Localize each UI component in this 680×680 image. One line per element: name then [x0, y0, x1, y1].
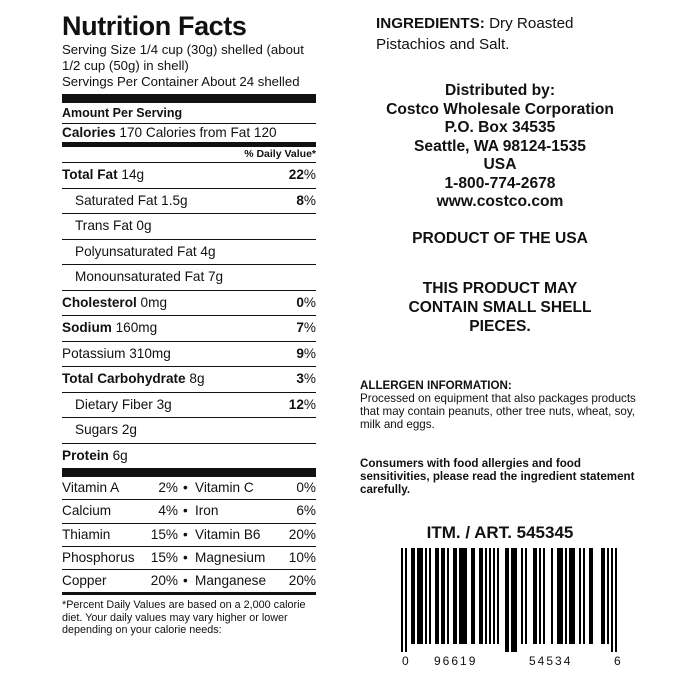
nutrient-label: Polyunsaturated Fat 4g: [75, 243, 216, 259]
nutrient-rows: [62, 162, 316, 468]
servings-per-container: Servings Per Container About 24 shelled: [62, 74, 300, 89]
vitamin-percent: 20%: [288, 526, 316, 542]
barcode-bar: [525, 548, 527, 644]
nutrient-daily-value: [289, 163, 316, 188]
nutrient-row: [62, 239, 316, 265]
nutrient-label: Total Carbohydrate: [62, 371, 186, 386]
vitamin-percent: 20%: [288, 573, 316, 589]
nutrient-daily-value: [296, 291, 316, 316]
nutrient-row: [62, 213, 316, 239]
serving-size: Serving Size 1/4 cup (30g) shelled (about 1/2 cup (50g) in shell): [62, 42, 304, 73]
barcode-bar: [611, 548, 613, 652]
daily-value-number: 9: [296, 345, 304, 361]
vitamin-percent: 0%: [296, 480, 316, 495]
nutrient-row: [62, 188, 316, 214]
nutrient-daily-value: [289, 393, 316, 418]
ingredients-label: INGREDIENTS:: [376, 15, 485, 32]
nutrient-daily-value: [296, 342, 316, 367]
barcode-bar: [435, 548, 439, 644]
nutrition-title: Nutrition Facts: [62, 11, 247, 41]
barcode-bar: [539, 548, 541, 644]
barcode-bar: [511, 548, 517, 652]
barcode-bar: [493, 548, 495, 644]
allergen-heading: ALLERGEN INFORMATION:: [360, 379, 512, 392]
barcode-bar: [429, 548, 431, 644]
nutrient-daily-value: [296, 367, 316, 392]
vitamin-name: Copper: [62, 573, 107, 589]
barcode-bar: [497, 548, 499, 644]
nutrient-label: Total Fat: [62, 167, 118, 182]
barcode-bar: [411, 548, 415, 644]
percent-sign: %: [303, 192, 316, 208]
allergen-information: [360, 379, 650, 431]
percent-sign: %: [303, 345, 316, 361]
vitamin-row: [62, 477, 316, 499]
barcode-bar: [489, 548, 491, 644]
ingredients-text: Dry Roasted Pistachios and Salt.: [376, 15, 574, 53]
product-origin: PRODUCT OF THE USA: [412, 230, 588, 247]
daily-value-number: 12: [288, 396, 304, 412]
warning-line: PIECES.: [469, 318, 531, 335]
daily-value-number: 0: [296, 294, 304, 310]
barcode-digit-first: 0: [402, 654, 409, 668]
distributor-block: [330, 82, 670, 212]
nutrient-label: Dietary Fiber 3g: [75, 396, 172, 412]
barcode-bar: [505, 548, 509, 652]
distributor-line: USA: [483, 156, 517, 173]
vitamin-name: Vitamin B6: [195, 526, 261, 542]
footnote: *Percent Daily Values are based on a 2,000 calorie diet. Your daily values may vary higher or lower depending on your calorie needs:: [62, 599, 306, 637]
distributor-line: Costco Wholesale Corporation: [386, 100, 614, 118]
barcode-digits-left: 96619: [434, 654, 478, 668]
barcode-bar: [533, 548, 537, 644]
vitamin-name: Vitamin C: [195, 480, 254, 495]
bullet: •: [183, 526, 188, 542]
bullet: •: [183, 480, 188, 495]
distributor-line: Seattle, WA 98124-1535: [414, 137, 586, 155]
barcode-bar: [417, 548, 423, 644]
nutrient-daily-value: [296, 189, 316, 214]
barcode-bar: [521, 548, 523, 644]
ingredients: [376, 14, 626, 55]
barcode-bar: [441, 548, 445, 644]
nutrient-row: [62, 341, 316, 367]
daily-value-number: 22: [288, 167, 304, 182]
distributor-line: P.O. Box 34535: [444, 119, 556, 136]
percent-sign: %: [303, 371, 316, 386]
barcode: [401, 548, 617, 652]
allergen-text: Processed on equipment that also packages products that may contain peanuts, other tree nuts, wheat, soy, milk and eggs.: [360, 392, 636, 431]
thick-divider: [62, 94, 316, 103]
barcode-bar: [601, 548, 605, 644]
vitamin-rows: [62, 477, 316, 592]
vitamin-percent: 15%: [150, 526, 178, 542]
barcode-bar: [459, 548, 467, 644]
calories-row: [62, 123, 316, 142]
barcode-digits-right: 54534: [529, 654, 573, 668]
barcode-bar: [579, 548, 581, 644]
warning-line: THIS PRODUCT MAY: [422, 280, 578, 297]
consumer-advisory: Consumers with food allergies and food sensitivities, please read the ingredient statement carefully.: [360, 457, 635, 496]
item-number: ITM. / ART. 545345: [426, 523, 574, 542]
nutrient-row: [62, 443, 316, 469]
nutrient-amount: 8g: [185, 371, 205, 386]
percent-sign: %: [303, 396, 316, 412]
vitamin-name: Magnesium: [195, 549, 266, 565]
barcode-bar: [405, 548, 407, 652]
nutrient-label: Sodium: [62, 320, 112, 335]
bullet: •: [183, 503, 188, 519]
amount-per-serving: Amount Per Serving: [62, 106, 183, 120]
calories-label: Calories: [62, 125, 116, 140]
vitamin-name: Phosphorus: [62, 549, 135, 565]
nutrient-amount: 160mg: [111, 320, 158, 335]
percent-sign: %: [303, 294, 316, 310]
nutrient-amount: 0mg: [136, 294, 168, 310]
barcode-bar: [485, 548, 487, 644]
vitamin-name: Thiamin: [62, 526, 111, 542]
vitamin-percent: 6%: [296, 503, 316, 519]
barcode-bar: [479, 548, 483, 644]
vitamin-name: Manganese: [195, 573, 267, 589]
barcode-bar: [615, 548, 617, 652]
nutrition-facts-panel: [62, 8, 316, 637]
vitamin-percent: 20%: [150, 573, 178, 589]
nutrient-label: Sugars 2g: [75, 422, 137, 437]
barcode-bar: [471, 548, 475, 644]
barcode-bar: [589, 548, 593, 644]
vitamin-row: [62, 499, 316, 522]
nutrient-row: [62, 315, 316, 341]
daily-value-number: 8: [296, 192, 304, 208]
shell-warning: [330, 279, 670, 336]
barcode-bar: [425, 548, 427, 644]
barcode-bar: [607, 548, 609, 644]
vitamin-row: [62, 546, 316, 569]
nutrient-label: Trans Fat 0g: [75, 218, 152, 233]
vitamin-percent: 2%: [158, 480, 178, 495]
distributor-heading: Distributed by:: [444, 82, 556, 99]
barcode-bar: [569, 548, 575, 644]
vitamin-percent: 4%: [158, 503, 178, 519]
percent-sign: %: [303, 167, 316, 182]
bullet: •: [183, 573, 188, 589]
nutrient-row: [62, 162, 316, 188]
vitamin-row: [62, 523, 316, 546]
barcode-bar: [583, 548, 585, 644]
warning-line: CONTAIN SMALL SHELL: [408, 299, 592, 316]
nutrient-row: [62, 392, 316, 418]
barcode-bar: [401, 548, 403, 652]
thick-divider: [62, 468, 316, 477]
nutrient-row: [62, 290, 316, 316]
distributor-line: www.costco.com: [436, 193, 564, 210]
bullet: •: [183, 549, 188, 565]
vitamin-name: Vitamin A: [62, 480, 120, 495]
nutrient-label: Cholesterol: [62, 294, 137, 310]
nutrient-amount: 6g: [108, 447, 128, 463]
calories-value: 170 Calories from Fat 120: [115, 125, 277, 140]
vitamin-name: Iron: [195, 503, 219, 519]
barcode-bar: [453, 548, 457, 644]
barcode-bar: [551, 548, 553, 644]
barcode-bar: [543, 548, 545, 644]
percent-sign: %: [303, 320, 316, 335]
vitamin-percent: 15%: [150, 549, 178, 565]
nutrient-label: Potassium 310mg: [62, 345, 171, 361]
nutrient-label: Monounsaturated Fat 7g: [75, 269, 224, 284]
daily-value-header: % Daily Value*: [62, 146, 316, 162]
barcode-digit-check: 6: [614, 654, 621, 668]
barcode-bar: [447, 548, 449, 644]
nutrient-label: Saturated Fat 1.5g: [75, 192, 188, 208]
barcode-bar: [557, 548, 563, 644]
distributor-line: 1-800-774-2678: [444, 174, 556, 192]
nutrient-row: [62, 264, 316, 290]
medium-divider: [62, 592, 316, 595]
nutrient-row: [62, 417, 316, 443]
nutrient-daily-value: [296, 316, 316, 341]
vitamin-name: Calcium: [62, 503, 112, 519]
vitamin-percent: 10%: [288, 549, 316, 565]
barcode-bar: [565, 548, 567, 644]
daily-value-number: 7: [296, 320, 304, 335]
vitamin-row: [62, 569, 316, 592]
nutrient-label: Protein: [62, 447, 109, 463]
nutrient-amount: 14g: [117, 167, 145, 182]
nutrient-row: [62, 366, 316, 392]
daily-value-number: 3: [296, 371, 304, 386]
